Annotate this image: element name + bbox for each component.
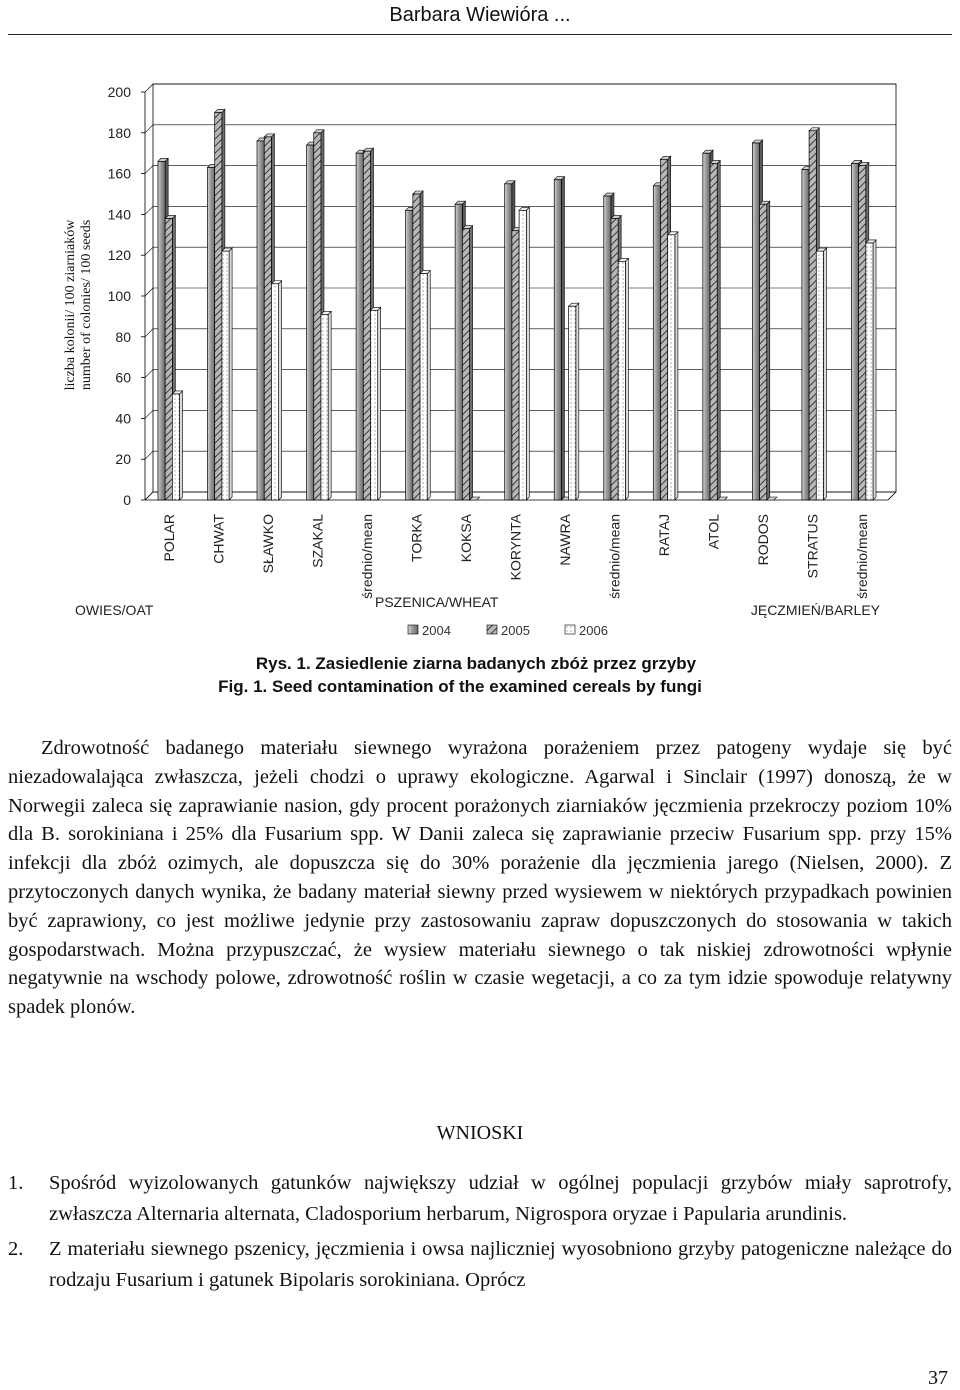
conclusion-item [8, 1234, 952, 1296]
running-header: Barbara Wiewióra ... [389, 4, 571, 26]
paragraph-text: Zdrowotność badanego materiału siewnego wyrażona porażeniem przez patogeny wydaje się być niezadowalająca zwłaszcza, jeżeli chodzi o uprawy ekologiczne. Agarwal i Sinclair (1997) donoszą, że w Norwegii zaleca się zaprawianie nasion, gdy procent porażonych ziarniaków jęczmienia przekroczy poziom 10% dla B. sorokiniana i 25% dla Fusarium spp. W Danii zaleca się zaprawianie przeciw Fusarium spp. przy 15% infekcji dla zbóż ozimych, ale dopuszcza się do 30% porażenie dla jęczmienia jarego (Nielsen, 2000). Z przytoczonych danych wynika, że badany materiał siewny przed wysiewem w niektórych przypadkach powinien być zaprawiony, co jest możliwe jedynie przy zastosowaniu zapraw dopuszczonych do stosowania w takich gospodarstwach. Można przypuszczać, że wysiew materiału siewnego o tak niskiej zdrowotności wpłynie negatywnie na wschody polowe, zdrowotność roślin w czasie wegetacji, a co za tym idzie spowoduje relatywny spadek plonów. [8, 737, 952, 1019]
group-label: JĘCZMIEŃ/BARLEY [750, 602, 880, 618]
conclusion-text: Spośród wyizolowanych gatunków największy udział w ogólnej populacji grzybów miały saprotrofy, zwłaszcza Alternaria alternata, Cladosporium herbarum, Nigrospora oryzae i Papularia arundinis. [49, 1172, 952, 1225]
bar-front-face [816, 251, 823, 500]
bar-front-face [710, 163, 717, 500]
bar-front-face [752, 143, 759, 500]
x-category-label: średnio/mean [854, 514, 871, 599]
legend-label: 2004 [422, 623, 451, 638]
bar-front-face [420, 274, 427, 500]
bar-front-face [653, 186, 660, 500]
y-tick-label: 180 [107, 124, 131, 141]
y-tick-label: 0 [123, 492, 131, 508]
x-category-label: RODOS [755, 514, 772, 566]
bar-2006-4 [321, 311, 331, 500]
y-tick-label: 20 [115, 451, 131, 468]
conclusion-item [8, 1168, 952, 1230]
legend-item-2004 [408, 623, 451, 638]
legend-item-2006 [565, 623, 608, 638]
x-category-label: ATOL [705, 514, 722, 550]
bar-2006-9 [569, 303, 579, 500]
floor-edge-right [888, 492, 896, 500]
bar-2006-11 [668, 232, 678, 500]
bar-side-face [576, 303, 579, 500]
bar-front-face [158, 161, 165, 500]
bar-front-face [165, 218, 172, 500]
bar-front-face [618, 261, 625, 500]
x-category-label: NAWRA [557, 514, 574, 566]
gridline-depth [145, 492, 153, 500]
x-category-label: KORYNTA [507, 514, 524, 581]
x-category-label: średnio/mean [358, 514, 375, 599]
gridline-depth [145, 410, 153, 418]
x-category-label: CHWAT [210, 514, 227, 564]
x-category-label: średnio/mean [606, 514, 623, 599]
bar-series-group [158, 109, 876, 500]
x-category-label: SZAKAL [309, 514, 326, 568]
x-category-label: RATAJ [656, 514, 673, 557]
bar-2006-2 [222, 248, 232, 500]
legend-item-2005 [487, 623, 530, 638]
bar-front-face [802, 170, 809, 500]
conclusion-number: 2. [8, 1238, 24, 1260]
figure-caption [0, 652, 960, 698]
bar-front-face [406, 210, 413, 500]
bar-side-face [625, 258, 628, 500]
bar-side-face [427, 271, 430, 500]
bar-2006-8 [519, 207, 529, 500]
bar-front-face [661, 159, 668, 500]
conclusion-number: 1. [8, 1172, 24, 1194]
bar-front-face [859, 165, 866, 500]
bar-front-face [363, 151, 370, 500]
bar-2006-3 [271, 281, 281, 500]
bar-side-face [180, 391, 183, 500]
bar-side-face [378, 307, 381, 500]
gridline-depth [145, 370, 153, 378]
y-axis-title-pl: liczba kolonii/ 100 ziarniaków [63, 219, 78, 391]
bar-2005-12 [710, 160, 720, 500]
bar-2006-14 [816, 248, 826, 500]
chart-canvas [50, 70, 910, 650]
x-category-label: POLAR [160, 514, 177, 562]
body-paragraph [8, 734, 952, 1022]
bar-2005-13 [760, 201, 770, 500]
legend-swatch [565, 625, 575, 634]
gridline-depth [145, 166, 153, 174]
bar-2006-6 [420, 271, 430, 500]
bar-front-face [851, 163, 858, 500]
category-groups [75, 594, 881, 618]
x-category-label: SŁAWKO [259, 514, 276, 574]
bar-side-face [873, 240, 876, 500]
gridline-depth [145, 329, 153, 337]
bar-front-face [668, 235, 675, 500]
legend [408, 623, 608, 638]
bar-front-face [215, 112, 222, 500]
bar-front-face [866, 243, 873, 500]
bar-2006-15 [866, 240, 876, 500]
bar-side-face [526, 207, 529, 500]
gridline-depth [145, 84, 153, 92]
bar-front-face [208, 167, 215, 500]
bar-front-face [462, 229, 469, 500]
legend-label: 2006 [579, 623, 608, 638]
conclusions-list [8, 1168, 952, 1300]
bar-front-face [569, 306, 576, 500]
conclusion-text: Z materiału siewnego pszenicy, jęczmienia i owsa najliczniej wyosobniono grzyby patogeniczne należące do rodzaju Fusarium i gatunek Bipolaris sorokiniana. Oprócz [49, 1238, 952, 1291]
bar-front-face [809, 131, 816, 500]
bar-side-face [717, 160, 720, 500]
header-divider [8, 34, 952, 35]
gridline-depth [145, 125, 153, 133]
y-tick-label: 120 [107, 247, 131, 264]
bar-2006-1 [172, 391, 182, 500]
bar-front-face [611, 218, 618, 500]
bar-side-face [279, 281, 282, 500]
bar-front-face [356, 153, 363, 500]
legend-label: 2005 [501, 623, 530, 638]
y-tick-label: 80 [115, 328, 131, 345]
bar-side-face [767, 201, 770, 500]
bar-front-face [554, 180, 561, 500]
bar-side-face [328, 311, 331, 500]
bar-side-face [470, 226, 473, 500]
bar-2006-5 [371, 307, 381, 500]
y-tick-label: 200 [107, 84, 131, 100]
bar-front-face [271, 284, 278, 500]
bar-side-face [675, 232, 678, 500]
caption-english: Fig. 1. Seed contamination of the examined cereals by fungi [218, 677, 702, 696]
bar-front-face [314, 133, 321, 500]
bar-front-face [760, 204, 767, 500]
gridline-depth [145, 206, 153, 214]
bar-2006-10 [618, 258, 628, 500]
bar-front-face [371, 310, 378, 500]
bar-front-face [519, 210, 526, 500]
bar-front-face [455, 204, 462, 500]
bar-side-face [229, 248, 232, 500]
group-label: OWIES/OAT [75, 602, 154, 618]
bar-side-face [561, 177, 564, 500]
bar-front-face [172, 394, 179, 500]
bar-front-face [604, 196, 611, 500]
x-category-label: TORKA [408, 514, 425, 562]
y-axis-title-en: number of colonies/ 100 seeds [79, 219, 94, 391]
gridline-depth [145, 451, 153, 459]
x-axis [161, 513, 870, 598]
y-tick-label: 40 [115, 410, 131, 427]
bar-2005-7 [462, 226, 472, 500]
bar-front-face [505, 184, 512, 500]
bar-front-face [321, 314, 328, 500]
caption-polish: Rys. 1. Zasiedlenie ziarna badanych zbóż przez grzyby [255, 654, 697, 673]
legend-swatch [487, 625, 497, 634]
gridline-depth [145, 247, 153, 255]
y-tick-label: 160 [107, 165, 131, 182]
bar-front-face [307, 145, 314, 500]
bar-2004-9 [554, 177, 564, 500]
y-tick-label: 100 [107, 288, 131, 304]
y-tick-label: 60 [115, 369, 131, 386]
bar-front-face [413, 194, 420, 500]
x-category-label: KOKSA [457, 514, 474, 563]
bar-front-face [257, 141, 264, 500]
figure-bar-chart [50, 70, 910, 650]
page-number: 37 [928, 1367, 948, 1389]
bar-front-face [264, 137, 271, 500]
bar-front-face [222, 251, 229, 500]
x-category-label: STRATUS [804, 514, 821, 579]
bar-front-face [703, 153, 710, 500]
gridline-depth [145, 288, 153, 296]
bar-side-face [824, 248, 827, 500]
group-label: PSZENICA/WHEAT [375, 594, 499, 610]
y-tick-label: 140 [107, 206, 131, 223]
bar-front-face [512, 231, 519, 500]
section-heading-conclusions: WNIOSKI [436, 1122, 524, 1144]
legend-swatch [408, 625, 418, 634]
